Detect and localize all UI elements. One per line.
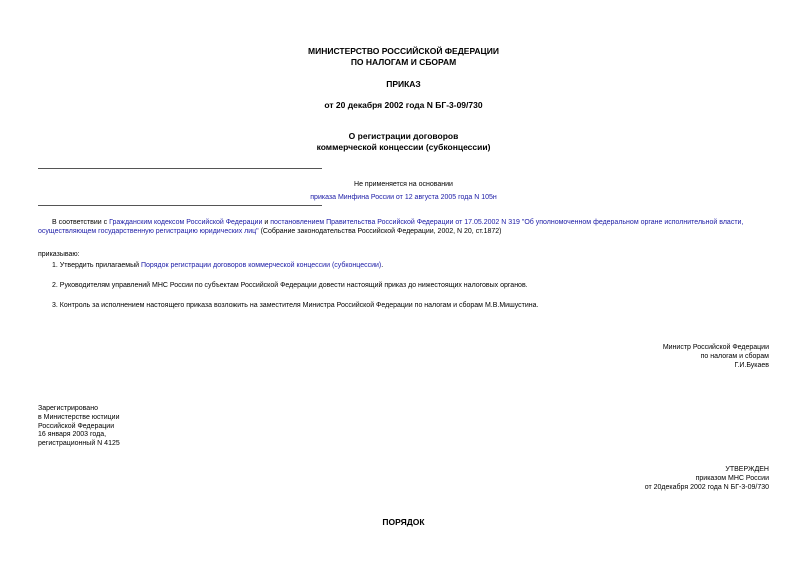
divider-top (38, 168, 322, 169)
order-word: приказываю: (38, 251, 80, 258)
doc-type: ПРИКАЗ (386, 79, 421, 89)
registration-line3: Российской Федерации (38, 422, 115, 430)
ministry-name-line2: ПО НАЛОГАМ И СБОРАМ (350, 57, 457, 68)
preamble-prefix: В соответствии с (52, 219, 110, 226)
document-header (0, 46, 807, 68)
civil-code-link[interactable]: Гражданским кодексом Российской Федерации (109, 219, 263, 226)
registration-line2: в Министерстве юстиции (38, 413, 120, 421)
order-item-3: 3. Контроль за исполнением настоящего приказа возложить на заместителя Министра Российской Федерации по налогам и сборам М.В.Мишустина. (52, 302, 539, 309)
doc-subject-line2: коммерческой концессии (субконцессии) (316, 142, 491, 153)
registration-line4: 16 января 2003 года, (38, 431, 107, 439)
doc-subject-line1: О регистрации договоров (348, 131, 459, 141)
doc-subject (0, 131, 807, 153)
approval-line2: приказом МНС России (695, 474, 769, 482)
status-note (0, 181, 807, 203)
preamble-suffix: (Собрание законодательства Российской Федерации, 2002, N 20, ст.1872) (258, 227, 502, 235)
order-item-1 (38, 262, 770, 271)
doc-date-number: от 20 декабря 2002 года N БГ-3-09/730 (324, 100, 483, 110)
order-item-2: 2. Руководителям управлений МНС России по субъектам Российской Федерации довести настоящий приказ до нижестоящих налоговых органов. (52, 282, 528, 289)
preamble-paragraph (38, 219, 770, 237)
government-resolution-link[interactable]: постановлением Правительства Российской Федерации от 17.05.2002 N 319 "Об уполномоченном федеральном органе исполнительной власти, осуществляющем государственную регистрацию юридических лиц" (38, 219, 744, 235)
preamble-mid: и (262, 219, 271, 226)
registration-line5: регистрационный N 4125 (38, 440, 120, 447)
status-source-link[interactable]: приказа Минфина России от 12 августа 2005 года N 105н (310, 193, 497, 201)
signature-line1: Министр Российской Федерации (662, 344, 769, 351)
signature-line3: Г.И.Букаев (734, 361, 769, 369)
procedure-link[interactable]: Порядок регистрации договоров коммерческой концессии (субконцессии) (140, 262, 382, 269)
approval-line1: УТВЕРЖДЕН (725, 466, 769, 473)
order-item-1-prefix: 1. Утвердить прилагаемый (52, 262, 141, 269)
order-item-1-suffix: . (381, 262, 384, 269)
approval-line3: от 20декабря 2002 года N БГ-3-09/730 (644, 483, 769, 491)
approval-block (500, 466, 769, 492)
registration-block (38, 405, 120, 449)
section-title: ПОРЯДОК (382, 517, 425, 527)
status-note-line1: Не применяется на основании (354, 181, 453, 188)
signature-block (500, 344, 769, 370)
divider-bottom (38, 205, 322, 206)
signature-line2: по налогам и сборам (700, 352, 769, 360)
ministry-name-line1: МИНИСТЕРСТВО РОССИЙСКОЙ ФЕДЕРАЦИИ (308, 46, 499, 56)
registration-line1: Зарегистрировано (38, 405, 98, 412)
